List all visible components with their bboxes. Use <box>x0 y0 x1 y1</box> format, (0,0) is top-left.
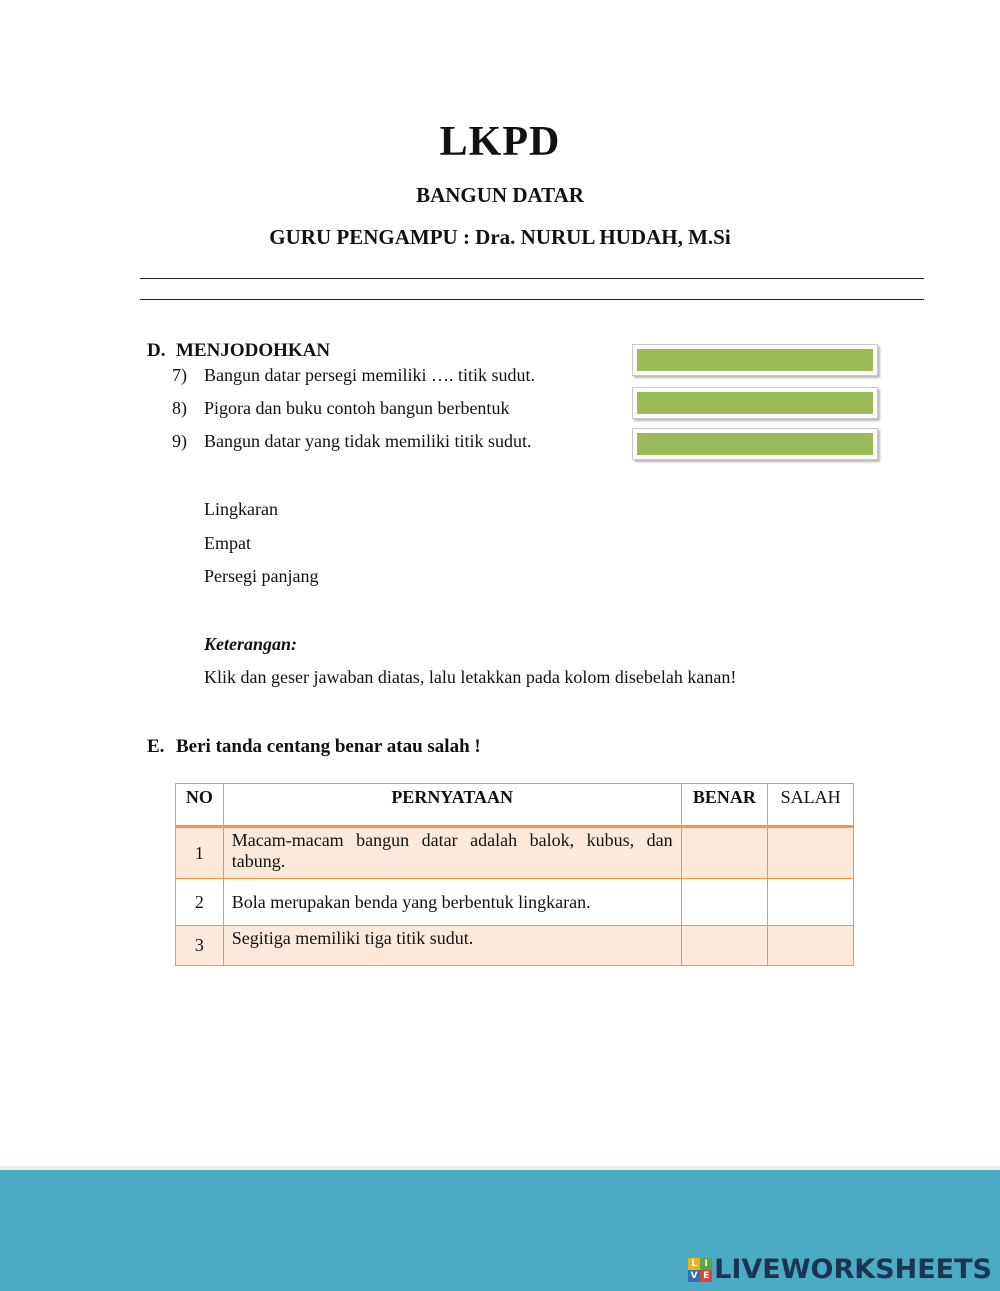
true-checkbox-cell[interactable] <box>681 926 768 966</box>
table-row <box>176 827 854 879</box>
header-divider-top <box>140 278 924 279</box>
answer-drop-zone-9[interactable] <box>632 428 878 460</box>
brand-name: LIVEWORKSHEETS <box>714 1254 992 1285</box>
drop-zone-fill <box>637 392 873 414</box>
row-number: 1 <box>176 827 224 879</box>
liveworksheets-brand[interactable] <box>688 1254 992 1285</box>
section-d-heading <box>147 340 330 362</box>
question-8 <box>172 398 509 419</box>
logo-letter: L <box>688 1258 700 1270</box>
row-statement: Bola merupakan benda yang berbentuk lingkaran. <box>223 879 681 926</box>
question-number: 9) <box>172 431 187 451</box>
draggable-answer-persegi-panjang[interactable]: Persegi panjang <box>204 566 319 586</box>
true-false-table <box>175 783 854 966</box>
answer-drop-zone-7[interactable] <box>632 344 878 376</box>
section-e-heading <box>147 736 481 758</box>
table-row <box>176 926 854 966</box>
question-text: Bangun datar persegi memiliki …. titik sudut. <box>204 365 535 385</box>
page-title: LKPD <box>439 119 561 165</box>
drop-zone-fill <box>637 433 873 455</box>
instruction-text: Klik dan geser jawaban diatas, lalu letakkan pada kolom disebelah kanan! <box>204 667 737 687</box>
header-false: SALAH <box>768 784 854 827</box>
header-divider-bottom <box>140 299 924 300</box>
section-e-title: Beri tanda centang benar atau salah ! <box>176 736 481 757</box>
row-statement: Segitiga memiliki tiga titik sudut. <box>223 926 681 966</box>
draggable-answer-lingkaran[interactable]: Lingkaran <box>204 499 278 519</box>
header-no: NO <box>176 784 224 827</box>
logo-letter: V <box>688 1270 700 1282</box>
liveworksheets-logo-icon <box>688 1258 712 1282</box>
page-subtitle: BANGUN DATAR <box>416 183 584 207</box>
false-checkbox-cell[interactable] <box>768 827 854 879</box>
drop-zone-fill <box>637 349 873 371</box>
footer-band <box>0 1170 1000 1291</box>
row-statement: Macam-macam bangun datar adalah balok, kubus, dan tabung. <box>223 827 681 879</box>
row-number: 3 <box>176 926 224 966</box>
false-checkbox-cell[interactable] <box>768 879 854 926</box>
section-d-letter: D. <box>147 340 166 361</box>
logo-letter: E <box>700 1270 712 1282</box>
instruction-label: Keterangan: <box>204 634 298 654</box>
row-number: 2 <box>176 879 224 926</box>
question-7 <box>172 365 535 386</box>
true-checkbox-cell[interactable] <box>681 879 768 926</box>
teacher-line: GURU PENGAMPU : Dra. NURUL HUDAH, M.Si <box>269 225 731 249</box>
question-9 <box>172 431 531 452</box>
answer-drop-zone-8[interactable] <box>632 387 878 419</box>
header-statement: PERNYATAAN <box>223 784 681 827</box>
question-text: Pigora dan buku contoh bangun berbentuk <box>204 398 510 418</box>
draggable-answer-empat[interactable]: Empat <box>204 533 251 553</box>
question-number: 7) <box>172 365 187 385</box>
false-checkbox-cell[interactable] <box>768 926 854 966</box>
table-header-row <box>176 784 854 827</box>
section-d-title: MENJODOHKAN <box>176 340 331 361</box>
header-true: BENAR <box>681 784 768 827</box>
section-e-letter: E. <box>147 736 165 757</box>
logo-letter: I <box>700 1258 712 1270</box>
table-row <box>176 879 854 926</box>
true-checkbox-cell[interactable] <box>681 827 768 879</box>
question-text: Bangun datar yang tidak memiliki titik sudut. <box>204 431 532 451</box>
question-number: 8) <box>172 398 187 418</box>
